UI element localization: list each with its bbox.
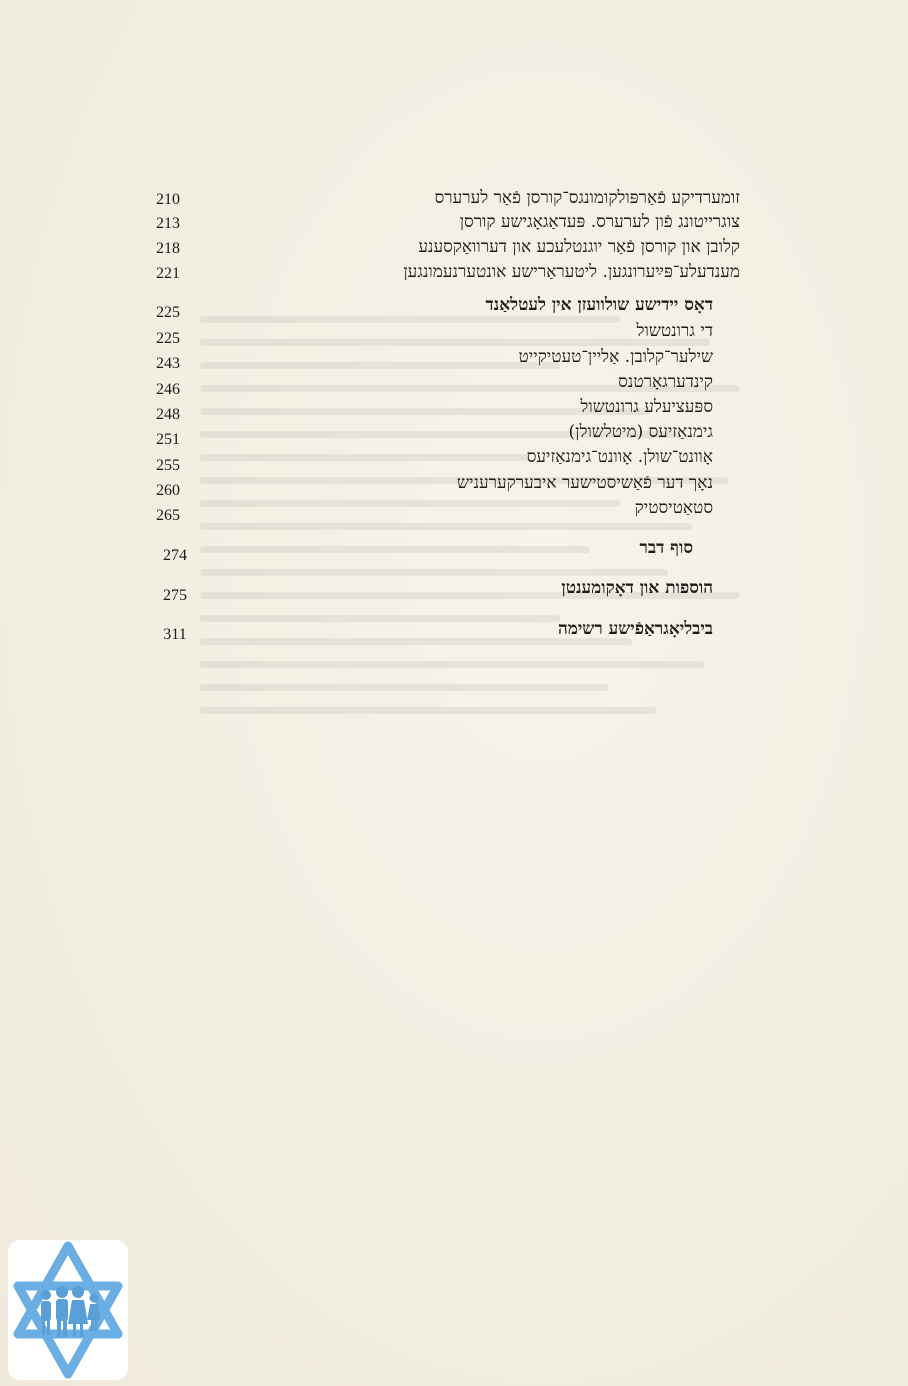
toc-entry-title: קינדערגאָרטנס	[618, 372, 713, 392]
toc-section-heading: הוספות און דאָקומענטן	[561, 578, 713, 598]
toc-section-heading: דאָס יידישע שולוועזן אין לעטלאַנד	[485, 295, 713, 315]
toc-page-number: 274	[163, 547, 187, 564]
toc-page-number: 251	[156, 431, 180, 448]
toc-entry-title: נאָך דער פֿאַשיסטישער איבערקערעניש	[457, 473, 713, 493]
toc-entry-title: מענדעלע־פּײַערונגען. ליטעראַרישע אונטערנעמונגען	[403, 262, 740, 282]
toc-page-number: 243	[156, 355, 180, 372]
toc-entry-title: צוגרייטונג פֿון לערערס. פּעדאַגאָגישע קורסן	[459, 212, 740, 232]
toc-page-number: 221	[156, 265, 180, 282]
toc-page-number: 255	[156, 457, 180, 474]
star-of-david-family-icon	[8, 1240, 128, 1380]
toc-entry-title: די גרונטשול	[636, 321, 713, 341]
toc-entry-title: גימנאַזיעס (מיטלשולן)	[568, 422, 713, 442]
toc-entry-title: ספּעציעלע גרונטשול	[580, 397, 713, 417]
toc-page-number: 210	[156, 191, 180, 208]
toc-page-number: 225	[156, 304, 180, 321]
toc-entry-title: סטאַטיסטיק	[634, 498, 713, 518]
toc-page-number: 246	[156, 381, 180, 398]
toc-page-number: 218	[156, 240, 180, 257]
toc-page-number: 248	[156, 406, 180, 423]
toc-section-heading: ביבליאָגראַפֿישע רשימה	[557, 619, 713, 639]
toc-entry-title: זומערדיקע פֿאַרפּולקומונגס־קורסן פֿאַר לערערס	[434, 188, 740, 208]
toc-entry-title: אָוונט־שולן. אָוונט־גימנאַזיעס	[526, 447, 713, 467]
toc-page-number: 213	[156, 215, 180, 232]
toc-entry-title: קלובן און קורסן פֿאַר יוגנטלעכע און דערוואַקסענע	[418, 237, 740, 257]
toc-entry-title: שילער־קלובן. אַליין־טעטיקייט	[518, 347, 713, 367]
toc-page-number: 260	[156, 482, 180, 499]
toc-page-number: 265	[156, 507, 180, 524]
toc-section-heading: סוף דבר	[639, 538, 693, 558]
toc-page-number: 275	[163, 587, 187, 604]
toc-page-number: 225	[156, 330, 180, 347]
family-logo	[8, 1240, 128, 1380]
toc-page-number: 311	[163, 626, 187, 643]
